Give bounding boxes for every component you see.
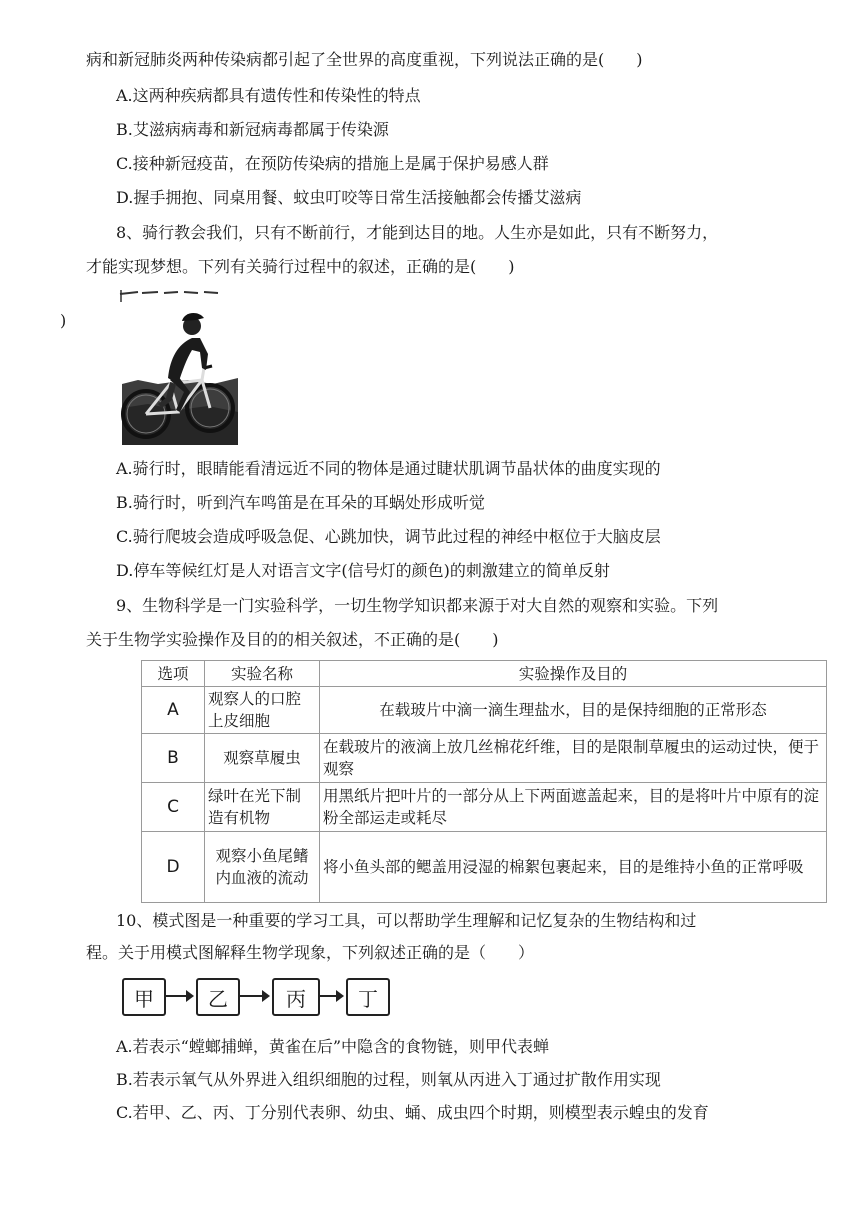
q8-option-b: B.骑行时，听到汽车鸣笛是在耳朵的耳蜗处形成听觉 bbox=[116, 493, 485, 512]
experiment-table bbox=[141, 660, 827, 903]
flow-arrow bbox=[320, 995, 342, 997]
row-option-label: B bbox=[142, 734, 205, 783]
q10-stem-line2: 程。关于用模式图解释生物学现象，下列叙述正确的是（ ） bbox=[86, 943, 535, 962]
row-option-label: C bbox=[142, 783, 205, 832]
table-row bbox=[142, 832, 827, 903]
cyclist-image bbox=[118, 288, 240, 448]
row-experiment-name: 观察小鱼尾鳍内血液的流动 bbox=[205, 832, 320, 903]
flow-box-yi: 乙 bbox=[196, 978, 240, 1016]
stray-parenthesis: ) bbox=[60, 311, 67, 330]
row-operation: 在载玻片中滴一滴生理盐水，目的是保持细胞的正常形态 bbox=[320, 687, 827, 734]
table-row bbox=[142, 687, 827, 734]
row-operation: 在载玻片的液滴上放几丝棉花纤维，目的是限制草履虫的运动过快，便于观察 bbox=[320, 734, 827, 783]
flow-box-jia: 甲 bbox=[122, 978, 166, 1016]
table-row bbox=[142, 783, 827, 832]
q8-option-a: A.骑行时，眼睛能看清远近不同的物体是通过睫状肌调节晶状体的曲度实现的 bbox=[116, 459, 661, 478]
q8-option-d: D.停车等候红灯是人对语言文字(信号灯的颜色)的刺激建立的简单反射 bbox=[116, 561, 610, 580]
table-row bbox=[142, 734, 827, 783]
row-operation: 用黑纸片把叶片的一部分从上下两面遮盖起来，目的是将叶片中原有的淀粉全部运走或耗尽 bbox=[320, 783, 827, 832]
q8-option-c: C.骑行爬坡会造成呼吸急促、心跳加快，调节此过程的神经中枢位于大脑皮层 bbox=[116, 527, 661, 546]
q10-option-b: B.若表示氧气从外界进入组织细胞的过程，则氧从丙进入丁通过扩散作用实现 bbox=[116, 1070, 661, 1089]
q10-option-c: C.若甲、乙、丙、丁分别代表卵、幼虫、蛹、成虫四个时期，则模型表示蝗虫的发育 bbox=[116, 1103, 709, 1122]
row-experiment-name: 绿叶在光下制造有机物 bbox=[205, 783, 320, 832]
q7-option-d: D.握手拥抱、同桌用餐、蚊虫叮咬等日常生活接触都会传播艾滋病 bbox=[116, 188, 582, 207]
flow-box-ding: 丁 bbox=[346, 978, 390, 1016]
row-option-label: A bbox=[142, 687, 205, 734]
q8-stem-line2: 才能实现梦想。下列有关骑行过程中的叙述，正确的是( ) bbox=[86, 257, 515, 276]
table-header-row bbox=[142, 661, 827, 687]
q10-stem-line1: 10、模式图是一种重要的学习工具，可以帮助学生理解和记忆复杂的生物结构和过 bbox=[116, 911, 697, 930]
row-option-label: D bbox=[142, 832, 205, 903]
flow-arrow bbox=[166, 995, 192, 997]
q7-option-c: C.接种新冠疫苗，在预防传染病的措施上是属于保护易感人群 bbox=[116, 154, 549, 173]
q7-option-a: A.这两种疾病都具有遗传性和传染性的特点 bbox=[116, 86, 421, 105]
row-experiment-name: 观察人的口腔上皮细胞 bbox=[205, 687, 320, 734]
header-operation-purpose: 实验操作及目的 bbox=[320, 661, 827, 687]
q7-option-b: B.艾滋病病毒和新冠病毒都属于传染源 bbox=[116, 120, 389, 139]
q7-stem-continuation: 病和新冠肺炎两种传染病都引起了全世界的高度重视，下列说法正确的是( ) bbox=[86, 50, 643, 69]
header-experiment-name: 实验名称 bbox=[205, 661, 320, 687]
q8-stem-line1: 8、骑行教会我们，只有不断前行，才能到达目的地。人生亦是如此，只有不断努力， bbox=[116, 223, 719, 242]
row-experiment-name: 观察草履虫 bbox=[205, 734, 320, 783]
q9-stem-line2: 关于生物学实验操作及目的的相关叙述，不正确的是( ) bbox=[86, 630, 499, 649]
q9-stem-line1: 9、生物科学是一门实验科学，一切生物学知识都来源于对大自然的观察和实验。下列 bbox=[116, 596, 719, 615]
model-flow-diagram bbox=[122, 978, 402, 1016]
row-operation: 将小鱼头部的鳃盖用浸湿的棉絮包裹起来，目的是维持小鱼的正常呼吸 bbox=[320, 832, 827, 903]
flow-arrow bbox=[240, 995, 268, 997]
q10-option-a: A.若表示“螳螂捕蝉，黄雀在后”中隐含的食物链，则甲代表蝉 bbox=[116, 1037, 550, 1056]
flow-box-bing: 丙 bbox=[272, 978, 320, 1016]
header-option: 选项 bbox=[142, 661, 205, 687]
